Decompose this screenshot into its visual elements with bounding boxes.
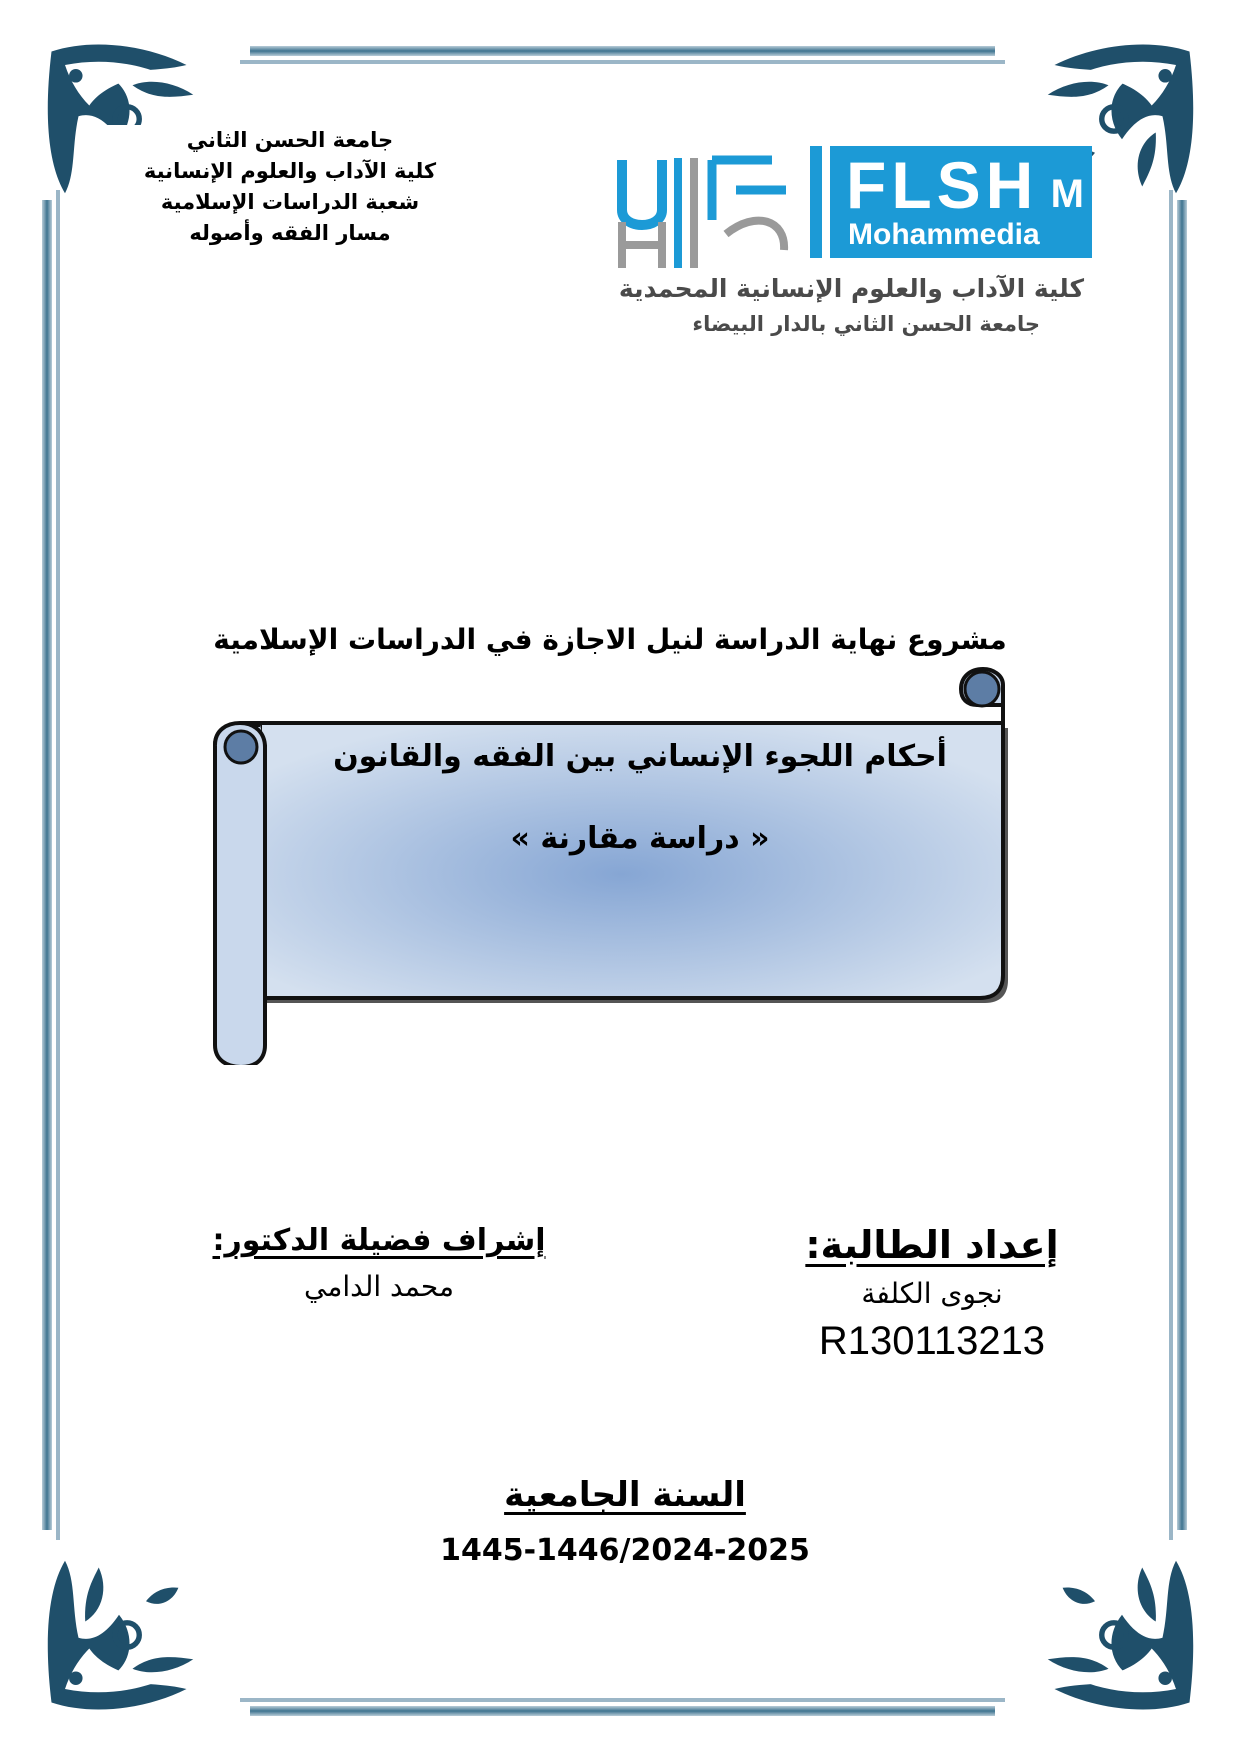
department-name: شعبة الدراسات الإسلامية [160, 190, 420, 214]
thesis-subtitle: « دراسة مقارنة » [510, 821, 770, 856]
project-title: مشروع نهاية الدراسة لنيل الاجازة في الدراسات الإسلامية [213, 623, 1007, 656]
flsh-brand: FLSH [846, 148, 1039, 222]
university-name: جامعة الحسن الثاني [186, 128, 394, 152]
academic-year-heading: السنة الجامعية [504, 1475, 746, 1515]
city-name: Mohammedia [848, 218, 1040, 251]
track-name: مسار الفقه وأصوله [189, 221, 391, 245]
supervisor-section [173, 1205, 585, 1405]
faculty-name: كلية الآداب والعلوم الإنسانية [143, 159, 437, 183]
scroll-banner [205, 665, 1065, 1065]
faculty-logo [612, 140, 1092, 345]
thesis-title: أحكام اللجوء الإنساني بين الفقه والقانون [333, 739, 947, 774]
logo-university-arabic: جامعة الحسن الثاني بالدار البيضاء [692, 312, 1040, 336]
uh2c-emblem [616, 150, 792, 270]
student-name: نجوى الكلفة [861, 1277, 1003, 1310]
flsh-suffix: M [1050, 172, 1084, 216]
supervisor-name: محمد الدامي [304, 1270, 454, 1303]
flsh-wordmark [822, 146, 1092, 258]
supervisor-heading: إشراف فضيلة الدكتور: [212, 1223, 546, 1258]
logo-faculty-arabic: كلية الآداب والعلوم الإنسانية المحمدية [618, 274, 1084, 303]
student-heading: إعداد الطالبة: [805, 1223, 1059, 1267]
academic-year-value: 1445-1446/2024-2025 [440, 1533, 810, 1568]
student-id: R130113213 [818, 1319, 1046, 1363]
academic-year-section [320, 1460, 930, 1590]
university-header [85, 125, 495, 365]
student-section [772, 1205, 1092, 1420]
